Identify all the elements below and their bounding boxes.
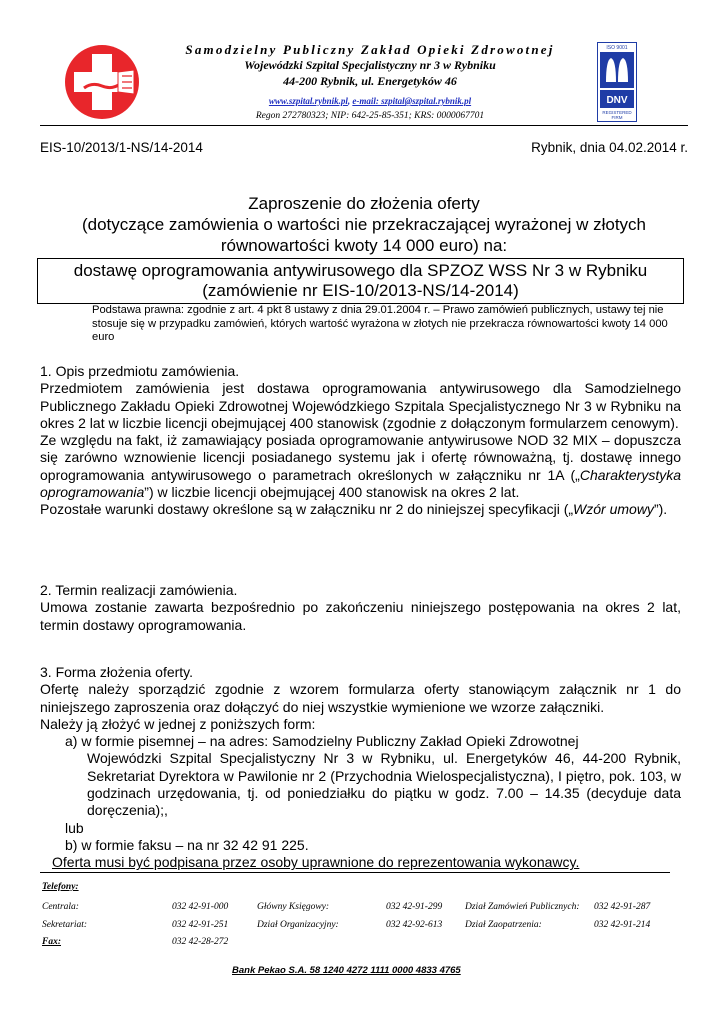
option-b: b) w formie faksu – na nr 32 42 91 225. — [65, 836, 309, 853]
registry-numbers: Regon 272780323; NIP: 642-25-85-351; KRS: 0000067701 — [255, 111, 485, 121]
paragraph: Umowa zostanie zawarta bezpośrednio po zakończeniu niniejszego postępowania na okres 2 lat, termin dostawy oprogramowania. — [40, 599, 681, 633]
or-text: lub — [65, 819, 84, 836]
footer-label: Dział Organizacyjny: — [257, 920, 339, 930]
footer-label: Fax: — [42, 937, 61, 947]
section-heading: 3. Forma złożenia oferty. — [40, 664, 194, 680]
paragraph: Pozostałe warunki dostawy określone są w załączniku nr 2 do niniejszej specyfikacji („Wzór umowy”). — [40, 501, 668, 518]
iso-certificate-badge — [597, 42, 637, 122]
footer-title: Telefony: — [42, 882, 79, 892]
emphasis-text: Wzór umowy — [573, 501, 654, 518]
email-link[interactable]: e-mail: szpital@szpital.rybnik.pl — [352, 96, 472, 106]
section-deadline — [40, 582, 681, 634]
hospital-logo — [62, 42, 142, 122]
section-description — [40, 363, 681, 519]
footer-label: Główny Księgowy: — [257, 902, 330, 912]
bank-account: Bank Pekao S.A. 58 1240 4272 1111 0000 4833 4765 — [232, 965, 461, 976]
cert-registered: REGISTERED — [602, 110, 632, 115]
emphasis-text: Charakterystyka oprogramowania — [40, 466, 681, 501]
phone-number[interactable]: 032 42-91-287 — [594, 902, 651, 912]
signature-note: Oferta musi być podpisana przez osoby uprawnione do reprezentowania wykonawcy. — [52, 854, 580, 871]
footer-row — [42, 920, 682, 934]
header-divider — [40, 125, 688, 126]
subject-line: (zamówienie nr EIS-10/2013-NS/14-2014) — [202, 281, 519, 300]
section-heading: 2. Termin realizacji zamówienia. — [40, 582, 238, 598]
institution-name: Samodzielny Publiczny Zakład Opieki Zdrowotnej — [185, 42, 555, 57]
footer-label: Dział Zamówień Publicznych: — [465, 902, 580, 912]
phone-number[interactable]: 032 42-91-251 — [172, 920, 229, 930]
legal-basis: Podstawa prawna: zgodnie z art. 4 pkt 8 ustawy z dnia 29.01.2004 r. – Prawo zamówień publicznych, ustawy tej nie stosuje się w przypadku zamówień, których wartość wyrażona w złotych nie przekracza równowartości kwoty 14 000 euro — [92, 304, 668, 343]
footer-label: Sekretariat: — [42, 920, 88, 930]
phone-number[interactable]: 032 42-91-214 — [594, 920, 651, 930]
footer-divider — [40, 872, 670, 873]
paragraph: Należy ją złożyć w jednej z poniższych form: — [40, 715, 316, 732]
cert-firm: FIRM — [611, 115, 623, 120]
option-a-first: a) w formie pisemnej – na adres: Samodzielny Publiczny Zakład Opieki Zdrowotnej — [65, 733, 579, 750]
cert-emblem — [600, 52, 634, 88]
subject-box — [37, 258, 684, 304]
option-a-rest: Wojewódzki Szpital Specjalistyczny Nr 3 w Rybniku, ul. Energetyków 46, 44-200 Rybnik, Sekretariat Dyrektora w Pawilonie nr 2 (Przychodnia Wielospecjalistyczna), I piętro, pok. 103, w godzinach urzędowania, tj. od poniedziałku do piątku w godz. 7.00 – 14.35 (decyduje data doręczenia);, — [87, 750, 681, 819]
place-date: Rybnik, dnia 04.02.2014 r. — [531, 140, 688, 155]
paragraph: Ze względu na fakt, iż zamawiający posiada oprogramowanie antywirusowe NOD 32 MIX – dopuszcza się zarówno wznowienie licencji posiadanego systemu jak i ofertę równoważną, tj. dostawę innego oprogramowania antywirusowego o parametrach określonych w załączniku nr 1A („Charakterystyka oprogramowania”) w liczbie licencji obejmującej 400 stanowisk na okres 2 lat. — [40, 432, 681, 501]
phone-number[interactable]: 032 42-92-613 — [386, 920, 443, 930]
footer-row — [42, 902, 682, 916]
phone-number[interactable]: 032 42-91-299 — [386, 902, 443, 912]
hospital-name: Wojewódzki Szpital Specjalistyczny nr 3 w Rybniku — [244, 58, 496, 72]
footer-label: Dział Zaopatrzenia: — [465, 920, 542, 930]
paragraph: Przedmiotem zamówienia jest dostawa oprogramowania antywirusowego dla Samodzielnego Publicznego Zakładu Opieki Zdrowotnej Wojewódzkiego Szpitala Specjalistycznego Nr 3 w Rybniku na okres 2 lat w liczbie licencji obejmującej 400 stanowisk (zgodnie z dołączonym formularzem cenowym). — [40, 380, 681, 431]
cert-brand: DNV — [606, 95, 628, 106]
reference-number: EIS-10/2013/1-NS/14-2014 — [40, 140, 203, 155]
invitation-title — [40, 193, 688, 256]
cert-iso-label: ISO 9001 — [606, 45, 628, 51]
fax-number[interactable]: 032 42-28-272 — [172, 937, 229, 947]
contact-links: www.szpital.rybnik.pl, e-mail: szpital@szpital.rybnik.pl — [268, 96, 472, 106]
footer-label: Centrala: — [42, 902, 79, 912]
hospital-address: 44-200 Rybnik, ul. Energetyków 46 — [283, 74, 457, 88]
footer-row — [42, 937, 682, 951]
website-link[interactable]: www.szpital.rybnik.pl — [268, 96, 348, 106]
section-heading: 1. Opis przedmiotu zamówienia. — [40, 363, 240, 379]
invitation-title-line: równowartości kwoty 14 000 euro) na: — [220, 236, 508, 255]
phone-number[interactable]: 032 42-91-000 — [172, 902, 229, 912]
paragraph: Ofertę należy sporządzić zgodnie z wzorem formularza oferty stanowiącym załącznik nr 1 do niniejszego zaproszenia oraz dołączyć do niej wszystkie wymienione we wzorze załączniki. — [40, 681, 681, 715]
invitation-title-line: (dotyczące zamówienia o wartości nie przekraczającej wyrażonej w złotych — [81, 215, 647, 234]
subject-line: dostawę oprogramowania antywirusowego dla SPZOZ WSS Nr 3 w Rybniku — [73, 261, 648, 280]
invitation-title-line: Zaproszenie do złożenia oferty — [248, 194, 480, 213]
section-offer-form — [40, 664, 681, 872]
